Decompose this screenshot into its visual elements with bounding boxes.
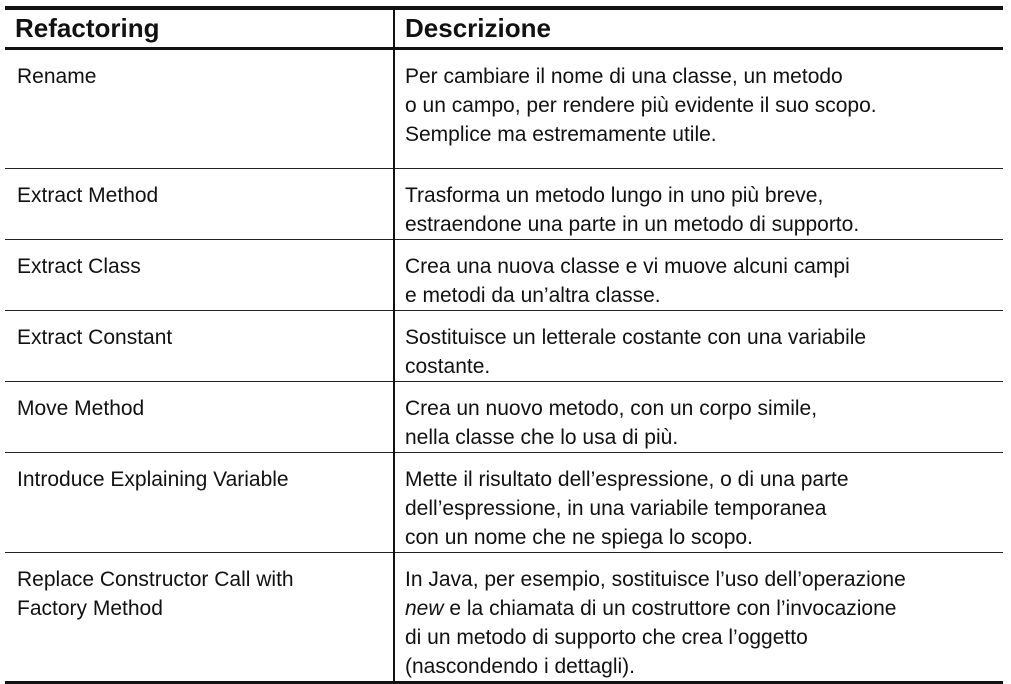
- refactoring-name-cell: [5, 168, 394, 239]
- refactoring-name-cell: [5, 48, 394, 168]
- refactoring-name-cell: [5, 381, 394, 452]
- refactoring-table: [5, 6, 1003, 684]
- table-row: [5, 168, 1003, 239]
- refactoring-table-container: [5, 6, 1003, 684]
- table-row: [5, 310, 1003, 381]
- description-line: costante.: [405, 354, 491, 378]
- description-line: Per cambiare il nome di una classe, un metodo: [405, 64, 843, 88]
- column-header-refactoring: Refactoring: [15, 12, 160, 43]
- table-header-row: [5, 8, 1003, 48]
- description-line: dell’espressione, in una variabile temporanea: [405, 496, 827, 520]
- description-cell: [394, 239, 1003, 310]
- refactoring-name: Extract Class: [17, 254, 141, 278]
- refactoring-name: Move Method: [17, 396, 145, 420]
- refactoring-name-cell: [5, 239, 394, 310]
- refactoring-name: Extract Method: [17, 183, 159, 207]
- description-line: e metodi da un’altra classe.: [405, 283, 661, 307]
- description-cell: [394, 48, 1003, 168]
- refactoring-name: Extract Constant: [17, 325, 173, 349]
- table-row: [5, 452, 1003, 552]
- description-cell: [394, 381, 1003, 452]
- column-header-description: Descrizione: [394, 8, 1003, 48]
- description-line-text: la chiamata di un costruttore con l’invocazione: [466, 596, 897, 620]
- description-line: Crea un nuovo metodo, con un corpo simile,: [405, 396, 818, 420]
- description-cell: [394, 452, 1003, 552]
- description-line: (nascondendo i dettagli).: [405, 654, 635, 678]
- italic-keyword: new: [405, 596, 444, 620]
- table-row: [5, 381, 1003, 452]
- description-line: In Java, per esempio, sostituisce l’uso dell’operazione: [405, 567, 906, 591]
- description-line: nella classe che lo usa di più.: [405, 425, 679, 449]
- refactoring-name-cell: [5, 452, 394, 552]
- description-line: Mette il risultato dell’espressione, o di una parte: [405, 467, 849, 491]
- refactoring-name: Factory Method: [17, 596, 163, 620]
- description-cell: [394, 310, 1003, 381]
- description-line: con un nome che ne spiega lo scopo.: [405, 525, 753, 549]
- description-joiner: e: [443, 596, 467, 620]
- description-line: di un metodo di supporto che crea l’oggetto: [405, 625, 808, 649]
- table-row: [5, 239, 1003, 310]
- description-cell: [394, 168, 1003, 239]
- description-line: estraendone una parte in un metodo di supporto.: [405, 212, 860, 236]
- refactoring-name: Introduce Explaining Variable: [17, 467, 289, 491]
- description-line: [405, 594, 1003, 623]
- table-row: [5, 552, 1003, 682]
- refactoring-name-cell: [5, 552, 394, 682]
- description-line: Crea una nuova classe e vi muove alcuni campi: [405, 254, 850, 278]
- refactoring-name: Replace Constructor Call with: [17, 567, 294, 591]
- table-row: [5, 48, 1003, 168]
- description-line: Sostituisce un letterale costante con una variabile: [405, 325, 867, 349]
- refactoring-name-cell: [5, 310, 394, 381]
- description-line: Trasforma un metodo lungo in uno più breve,: [405, 183, 824, 207]
- description-line: o un campo, per rendere più evidente il suo scopo.: [405, 93, 877, 117]
- description-cell: [394, 552, 1003, 682]
- refactoring-name: Rename: [17, 64, 97, 88]
- description-line: Semplice ma estremamente utile.: [405, 122, 717, 146]
